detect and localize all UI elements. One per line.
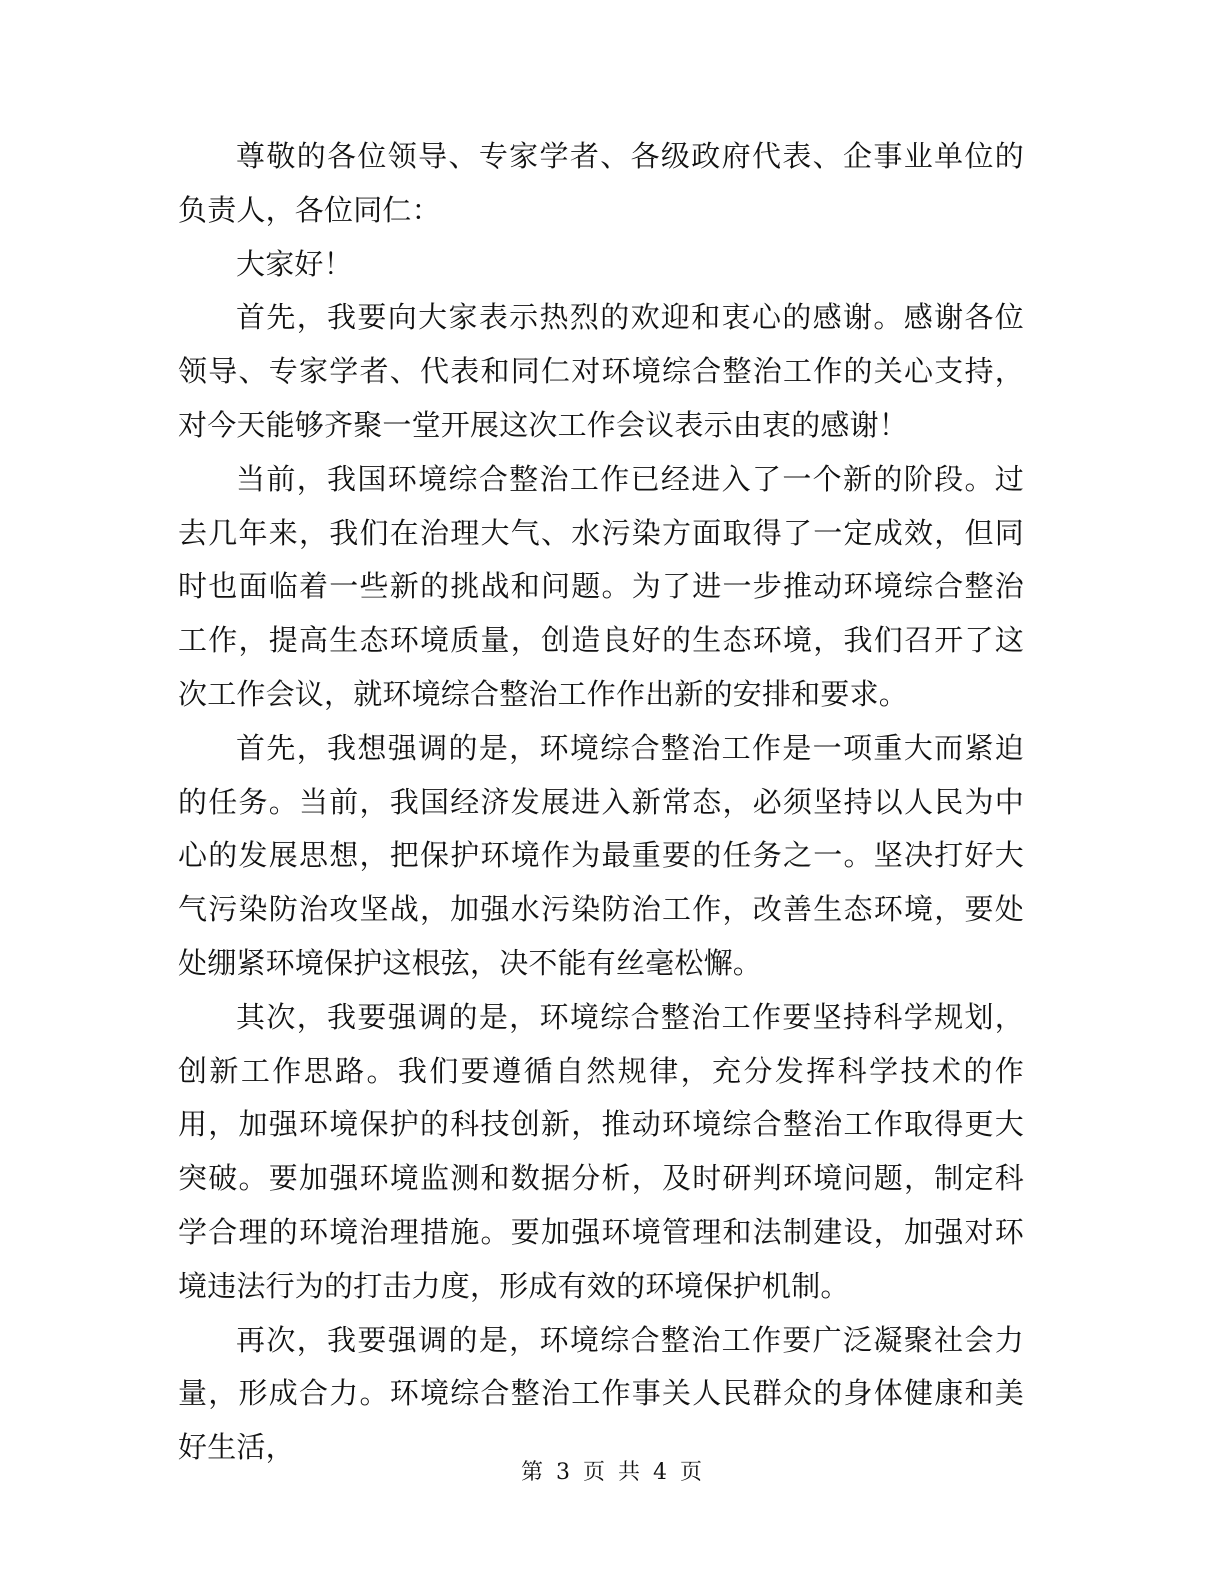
document-body bbox=[178, 130, 1024, 1475]
paragraph-second-point: 其次，我要强调的是，环境综合整治工作要坚持科学规划，创新工作思路。我们要遵循自然规律，充分发挥科学技术的作用，加强环境保护的科技创新，推动环境综合整治工作取得更大突破。要加强环境监测和数据分析，及时研判环境问题，制定科学合理的环境治理措施。要加强环境管理和法制建设，加强对环境违法行为的打击力度，形成有效的环境保护机制。 bbox=[178, 999, 1024, 1303]
paragraph-third-point: 再次，我要强调的是，环境综合整治工作要广泛凝聚社会力量，形成合力。环境综合整治工作事关人民群众的身体健康和美好生活， bbox=[178, 1322, 1024, 1465]
paragraph-salutation: 尊敬的各位领导、专家学者、各级政府代表、企事业单位的负责人，各位同仁： bbox=[178, 139, 1024, 227]
page-unit: 页 bbox=[582, 1460, 606, 1485]
paragraph-current-stage: 当前，我国环境综合整治工作已经进入了一个新的阶段。过去几年来，我们在治理大气、水污染方面取得了一定成效，但同时也面临着一些新的挑战和问题。为了进一步推动环境综合整治工作，提高生态环境质量，创造良好的生态环境，我们召开了这次工作会议，就环境综合整治工作作出新的安排和要求。 bbox=[178, 461, 1024, 711]
total-unit: 页 bbox=[680, 1460, 704, 1485]
page-current: 3 bbox=[555, 1460, 571, 1485]
total-prefix: 共 bbox=[618, 1460, 642, 1485]
paragraph-first-point: 首先，我想强调的是，环境综合整治工作是一项重大而紧迫的任务。当前，我国经济发展进入新常态，必须坚持以人民为中心的发展思想，把保护环境作为最重要的任务之一。坚决打好大气污染防治攻坚战，加强水污染防治工作，改善生态环境，要处处绷紧环境保护这根弦，决不能有丝毫松懈。 bbox=[178, 730, 1024, 980]
paragraph-welcome: 首先，我要向大家表示热烈的欢迎和衷心的感谢。感谢各位领导、专家学者、代表和同仁对环境综合整治工作的关心支持，对今天能够齐聚一堂开展这次工作会议表示由衷的感谢！ bbox=[178, 300, 1024, 442]
paragraph-greeting: 大家好！ bbox=[236, 246, 353, 281]
page-number-footer bbox=[0, 1458, 1224, 1488]
page-total: 4 bbox=[653, 1460, 669, 1485]
page-prefix: 第 bbox=[520, 1460, 544, 1485]
